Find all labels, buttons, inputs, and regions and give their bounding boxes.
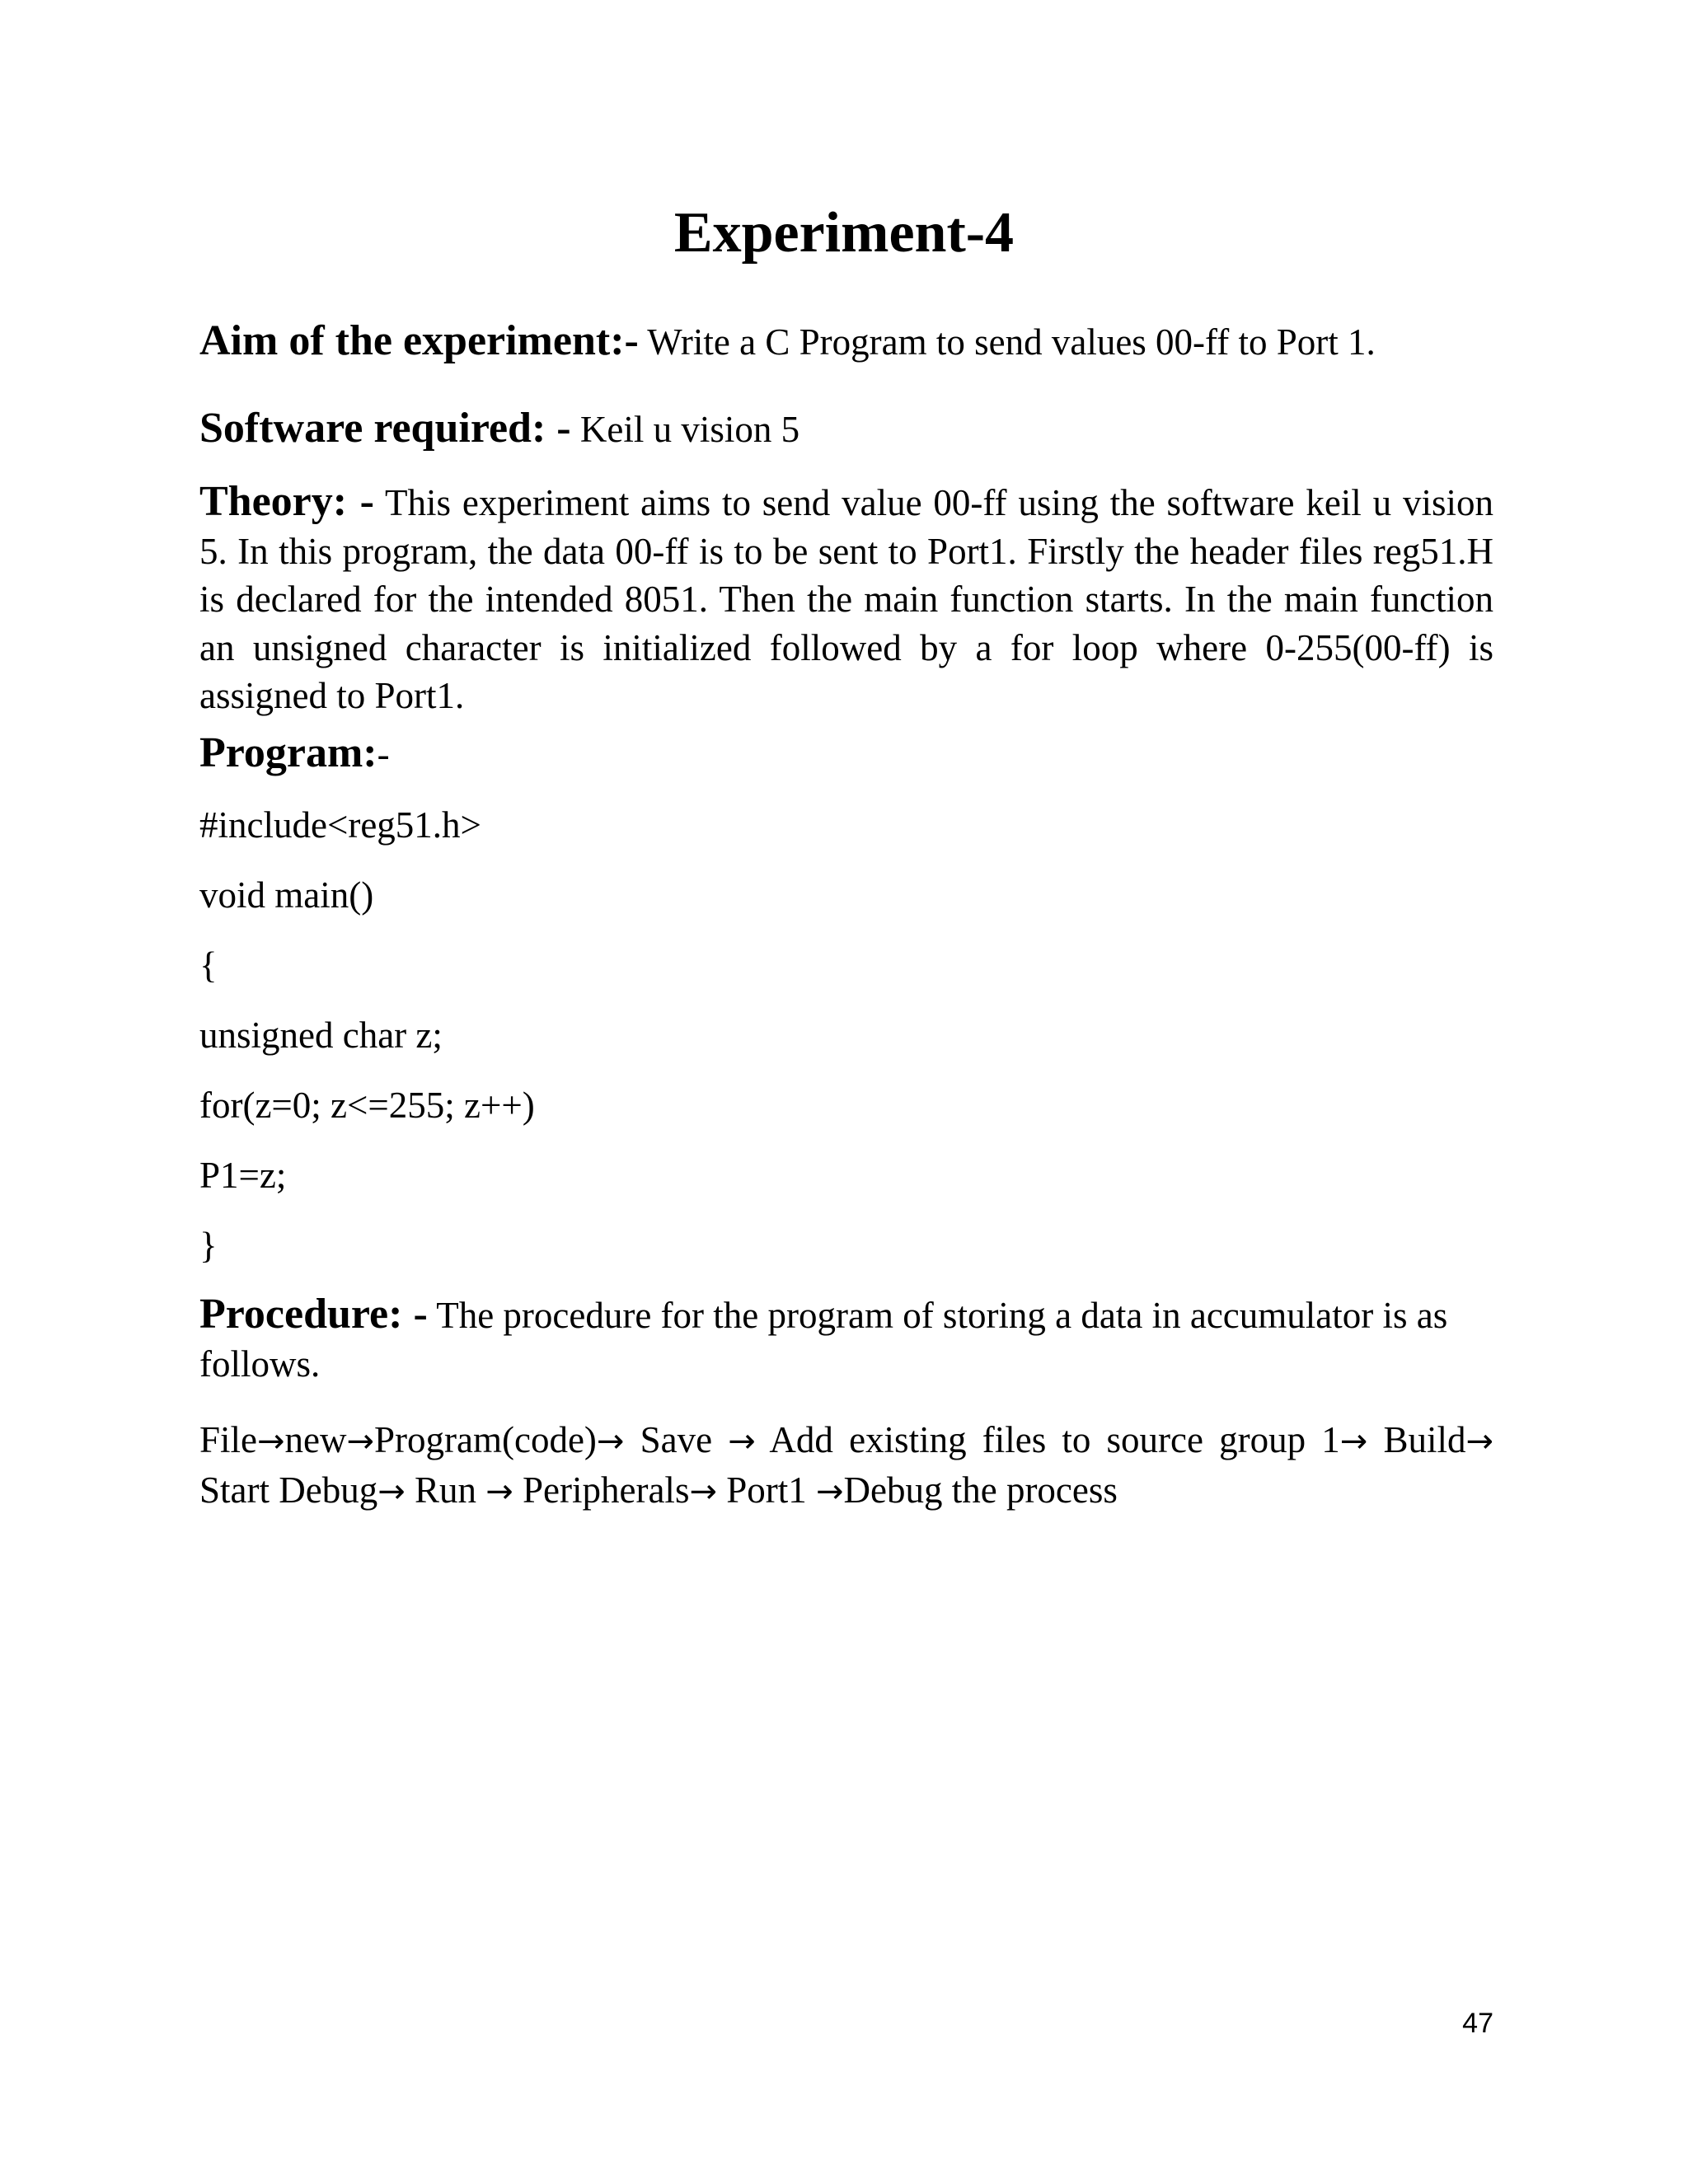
aim-text: Write a C Program to send values 00-ff to Port 1. [638, 321, 1376, 363]
page-number: 47 [1462, 2008, 1493, 2039]
code-line: P1=z; [199, 1155, 287, 1196]
step-item: new [284, 1419, 347, 1460]
page-title: Experiment-4 [673, 201, 1015, 265]
program-code [199, 795, 535, 1286]
arrow-icon: → [485, 1472, 513, 1511]
theory-paragraph [199, 478, 1493, 720]
theory-text: This experiment aims to send value 00-ff using the software keil u vision 5. In this program, the data 00-ff is to be sent to Port1. Firstly the header files reg51.H is declared for the intended 8051. Then the main function starts. In the main function an unsigned character is initialized followed by a for loop where 0-255(00-ff) is assigned to Port1. [199, 482, 1493, 716]
program-label-suffix: - [377, 733, 390, 775]
software-label: Software required: - [199, 405, 571, 452]
theory-label: Theory: - [199, 478, 374, 525]
arrow-icon: → [815, 1472, 844, 1511]
step-item: Start Debug [199, 1469, 378, 1511]
step-item: Program(code) [374, 1419, 597, 1460]
step-item: Add existing files to source group 1 [755, 1419, 1340, 1460]
program-label: Program: [199, 729, 377, 776]
procedure-text: The procedure for the program of storing a data in accumulator is as follows. [199, 1295, 1448, 1385]
code-line: { [199, 944, 218, 986]
step-item: File [199, 1419, 258, 1460]
arrow-icon: → [1339, 1422, 1368, 1460]
step-item: Port1 [716, 1469, 816, 1511]
code-line: #include<reg51.h> [199, 804, 481, 846]
procedure-steps [199, 1416, 1493, 1516]
step-item: Debug the process [843, 1469, 1118, 1511]
procedure-label: Procedure: - [199, 1291, 428, 1338]
step-item: Peripherals [513, 1469, 690, 1511]
procedure-paragraph [199, 1291, 1493, 1388]
code-line: void main() [199, 874, 374, 916]
arrow-icon: → [1465, 1422, 1493, 1460]
step-item: Save [624, 1419, 729, 1460]
arrow-icon: → [596, 1422, 625, 1460]
code-line: unsigned char z; [199, 1015, 443, 1056]
arrow-icon: → [689, 1472, 717, 1511]
aim-label: Aim of the experiment:- [199, 317, 639, 364]
program-heading [199, 724, 390, 793]
arrow-icon: → [257, 1422, 285, 1460]
arrow-icon: → [346, 1422, 375, 1460]
aim-paragraph [199, 312, 1493, 372]
step-item: Build [1367, 1419, 1466, 1460]
software-text: Keil u vision 5 [570, 409, 800, 450]
arrow-icon: → [377, 1472, 406, 1511]
code-line: for(z=0; z<=255; z++) [199, 1085, 535, 1126]
software-paragraph [199, 399, 1493, 459]
code-line: } [199, 1225, 218, 1266]
arrow-icon: → [728, 1422, 756, 1460]
step-item: Run [405, 1469, 486, 1511]
